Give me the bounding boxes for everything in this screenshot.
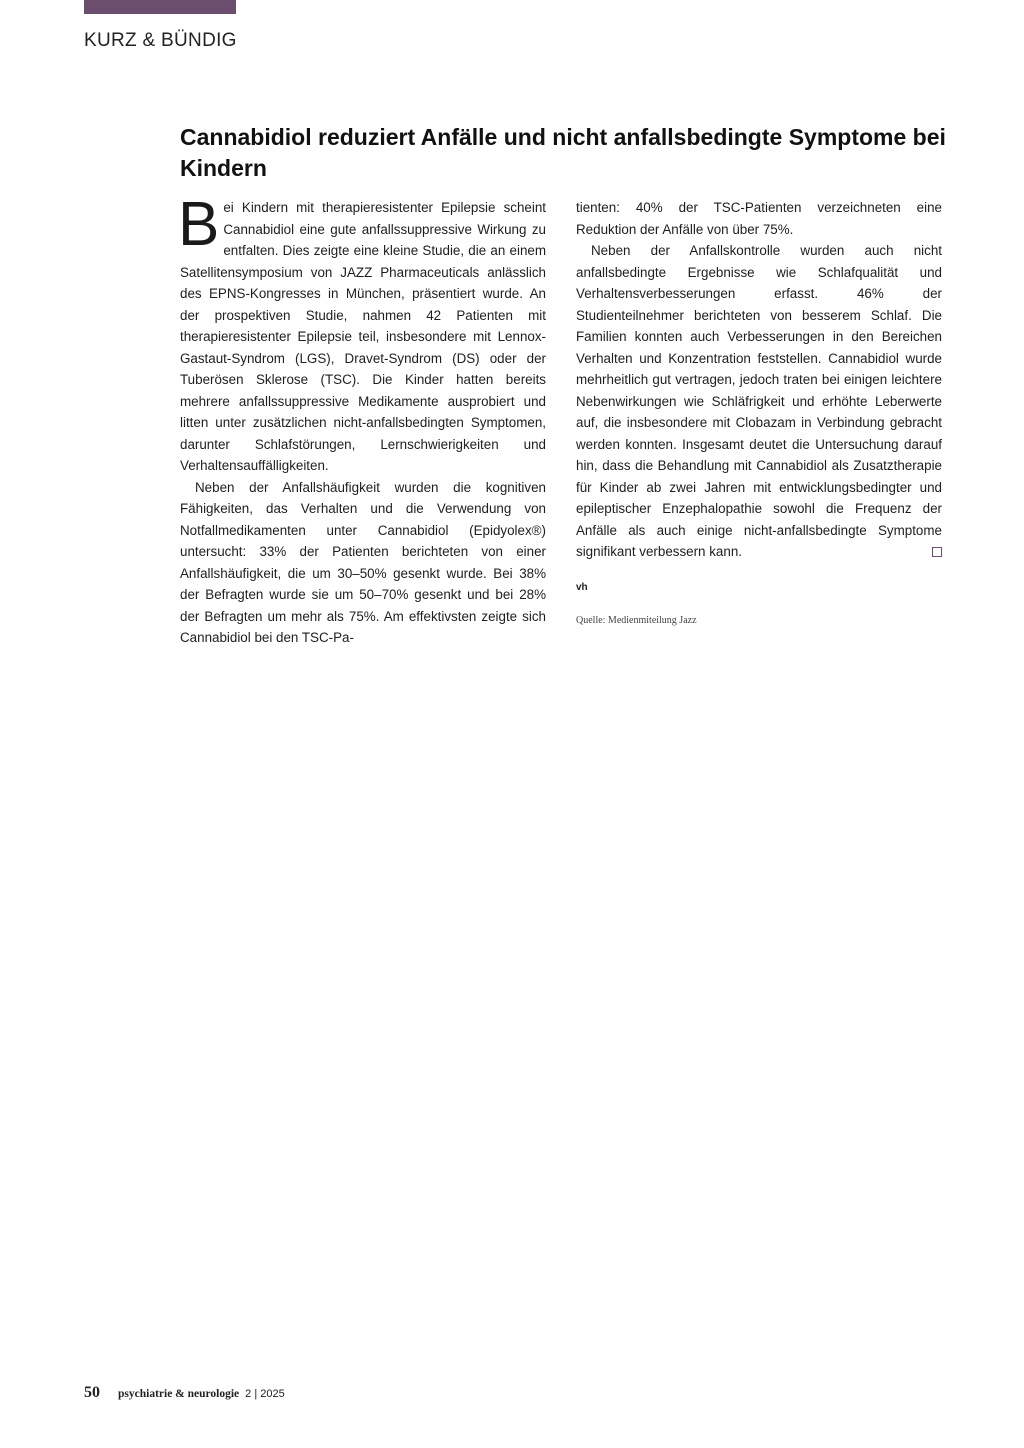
article-paragraph-1: [178, 190, 546, 477]
article-paragraph-2-start: Neben der Anfallshäufigkeit wurden die kognitiven Fähigkeiten, das Verhalten und die Verwendung von Notfallmedikamenten unter Cannabidiol (Epidyolex®) untersucht: 33% der Patienten berichteten von einer Anfallshäufigkeit, die um 30–50% gesenkt wurde. Bei 38% der Befragten wurde sie um 50–70% gesenkt und bei 28% der Befragten um mehr als 75%. Am effektivsten zeigte sich Cannabidiol bei den TSC-Pa-: [180, 479, 546, 645]
article-paragraph-2-end: tienten: 40% der TSC-Patienten verzeichneten eine Reduktion der Anfälle von über 75%.: [576, 200, 942, 237]
paragraph-1-text: ei Kindern mit therapieresistenter Epilepsie scheint Cannabidiol eine gute anfallssuppressive Wirkung zu entfalten. Dies zeigte eine kleine Studie, die an einem Satellitensymposium von JAZZ Pharmaceuticals anlässlich des EPNS-Kongresses in München, präsentiert wurde. An der prospektiven Studie, nahmen 42 Patienten mit therapieresistenter Epilepsie teil, insbesondere mit Lennox-Gastaut-Syndrom (LGS), Dravet-Syndrom (DS) oder der Tuberösen Sklerose (TSC). Die Kinder hatten bereits mehrere anfallssuppressive Medikamente ausprobiert und litten unter zusätzlichen nicht-anfallsbedingten Symptomen, darunter Schlafstörungen, Lernschwierigkeiten und Verhaltensauffälligkeiten.: [180, 200, 546, 473]
section-color-bar: [84, 0, 236, 14]
section-label: KURZ & BÜNDIG: [84, 30, 237, 51]
article-column-right: [576, 197, 942, 632]
dropcap: B: [178, 190, 220, 259]
paragraph-3-text: Neben der Anfallskontrolle wurden auch nicht anfallsbedingte Ergebnisse wie Schlafqualität und Verhaltensverbesserungen erfasst. 46% der Studienteilnehmer berichteten von besserem Schlaf. Die Familien konnten auch Verbesserungen in den Bereichen Verhalten und Konzentration feststellen. Cannabidiol wurde mehrheitlich gut vertragen, jedoch traten bei einigen leichtere Nebenwirkungen wie Schläfrigkeit und erhöhte Leberwerte auf, die insbesondere mit Clobazam in Verbindung gebracht werden konnten. Insgesamt deutet die Untersuchung darauf hin, dass die Behandlung mit Cannabidiol als Zusatztherapie für Kinder ab zwei Jahren mit entwicklungsbedingter und epileptischer Enzephalopathie sowohl die Frequenz der Anfälle als auch einige nicht-anfallsbedingte Symptome signifikant verbessern kann.: [576, 243, 942, 559]
author-initials: vh: [576, 581, 588, 593]
article-title: Cannabidiol reduziert Anfälle und nicht anfallsbedingte Symptome bei Kindern: [180, 124, 946, 181]
journal-issue: 2 | 2025: [245, 1388, 285, 1400]
page-footer: [84, 1384, 285, 1402]
article-paragraph-3: [576, 240, 942, 563]
page-number: 50: [84, 1384, 100, 1401]
end-of-article-icon: [932, 547, 942, 557]
article-column-left: [178, 190, 546, 649]
source-note: Quelle: Medienmiteilung Jazz: [576, 615, 697, 626]
journal-name: psychiatrie & neurologie: [118, 1388, 240, 1400]
